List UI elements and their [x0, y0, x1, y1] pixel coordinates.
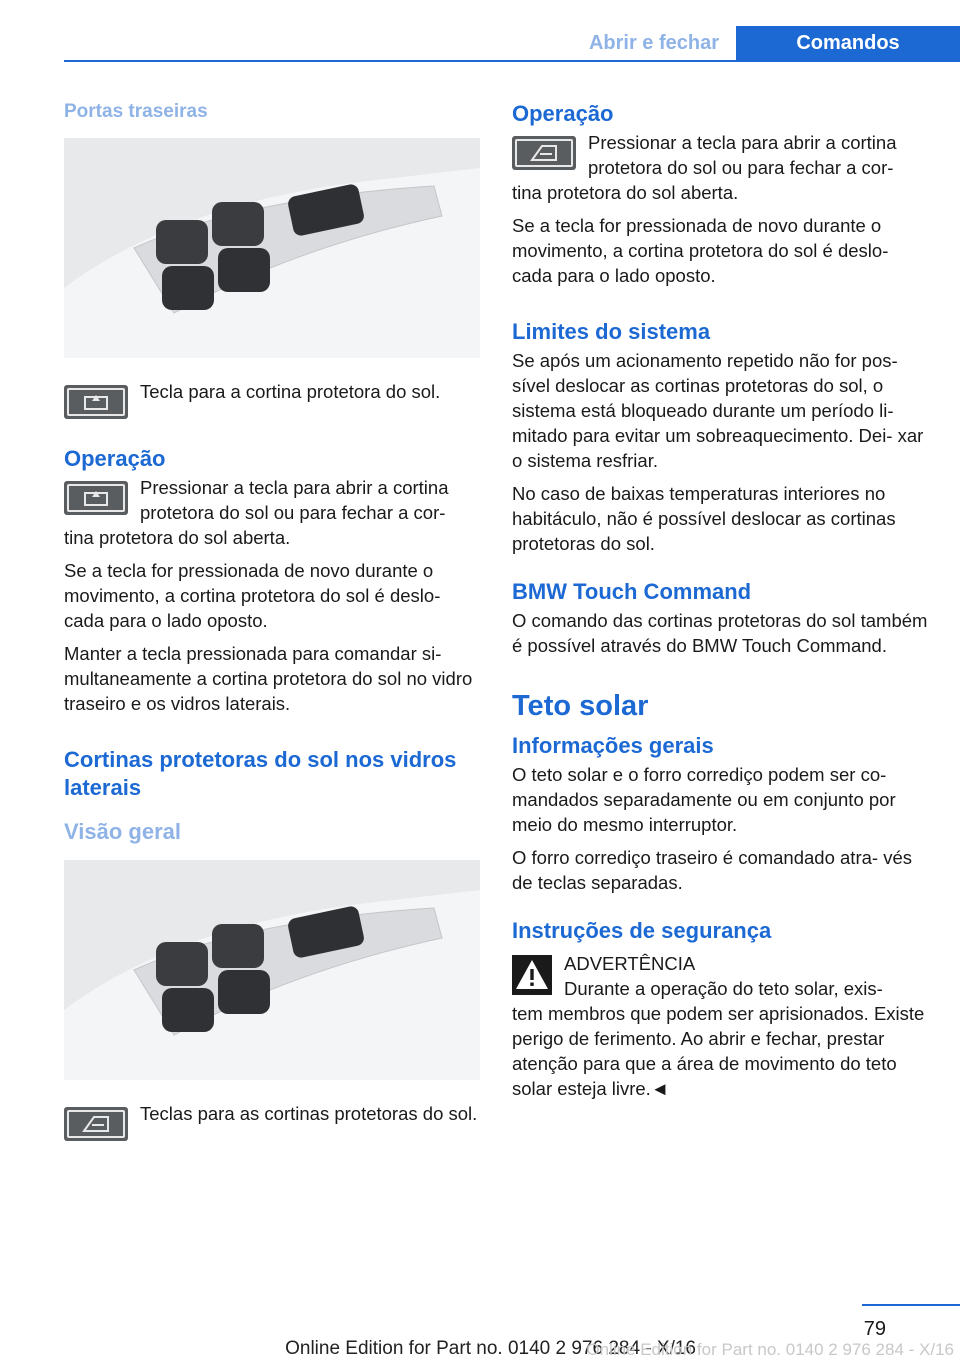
heading-seguranca: Instruções de segurança	[512, 918, 772, 943]
warning-row	[512, 951, 930, 1001]
header-rule	[64, 60, 960, 62]
heading-operacao-left: Operação	[64, 446, 166, 471]
heading-teto-solar: Teto solar	[512, 690, 649, 722]
caption-row-2	[64, 1101, 482, 1145]
footer-rule	[862, 1304, 960, 1306]
heading-operacao-right: Operação	[512, 101, 614, 126]
left-column	[64, 100, 482, 1145]
warning-triangle-icon	[512, 955, 552, 995]
operacao-rest-left: tina protetora do sol aberta.	[64, 527, 291, 548]
warning-rest: tem membros que podem ser aprisionados. Existe perigo de ferimento. Ao abrir e fechar, prestar atenção para que a área de movimento do teto solar esteja livre.◄	[512, 1003, 925, 1099]
touch-command-text: O comando das cortinas protetoras do sol também é possível através do BMW Touch Command.	[512, 610, 928, 656]
window-sunblind-icon	[64, 1107, 128, 1141]
caption-row-1	[64, 379, 482, 423]
sunblind-button-icon	[64, 385, 128, 419]
sunblind-button-icon	[64, 481, 128, 515]
operacao-intro-left: Pressionar a tecla para abrir a cortina protetora do sol ou para fechar a cor-	[140, 477, 449, 523]
heading-cortinas: Cortinas protetoras do sol nos vidros laterais	[64, 747, 457, 800]
operacao-row-left	[64, 475, 482, 525]
operacao-row-right	[512, 130, 930, 180]
heading-visao-geral: Visão geral	[64, 819, 181, 844]
limites-p1: Se após um acionamento repetido não for pos- sível deslocar as cortinas protetoras do sol, o sistema está bloqueado durante um período li- mitado para evitar um sobreaquecimento. Dei- xar o sistema resfriar.	[512, 350, 924, 471]
operacao-intro-right: Pressionar a tecla para abrir a cortina protetora do sol ou para fechar a cor-	[588, 132, 897, 178]
door-switch-photo-2	[64, 860, 480, 1080]
tab-abrir-e-fechar[interactable]: Abrir e fechar	[588, 32, 720, 54]
info-p1: O teto solar e o forro corrediço podem ser co- mandados separadamente ou em conjunto por meio do mesmo interruptor.	[512, 764, 896, 835]
heading-limites: Limites do sistema	[512, 319, 711, 344]
warning-title: ADVERTÊNCIA	[564, 953, 696, 974]
operacao-rest-right: tina protetora do sol aberta.	[512, 182, 739, 203]
heading-touch-command: BMW Touch Command	[512, 579, 752, 604]
heading-rear-doors: Portas traseiras	[64, 101, 208, 122]
tab-comandos[interactable]: Comandos	[736, 26, 960, 60]
operacao-p2-right: Se a tecla for pressionada de novo durante o movimento, a cortina protetora do sol é deslo- cada para o lado oposto.	[512, 215, 889, 286]
caption-buttons: Teclas para as cortinas protetoras do sol.	[140, 1103, 478, 1124]
limites-p2: No caso de baixas temperaturas interiores no habitáculo, não é possível deslocar as cortinas protetoras do sol.	[512, 483, 896, 554]
operacao-p2-left: Se a tecla for pressionada de novo durante o movimento, a cortina protetora do sol é deslo- cada para o lado oposto.	[64, 560, 441, 631]
door-switch-photo	[64, 138, 480, 358]
caption-button: Tecla para a cortina protetora do sol.	[140, 381, 441, 402]
online-edition: Online Edition for Part no. 0140 2 976 284 - X/16	[285, 1338, 696, 1359]
window-sunblind-icon	[512, 136, 576, 170]
page-number: 79	[863, 1318, 886, 1340]
info-p2: O forro corrediço traseiro é comandado atra- vés de teclas separadas.	[512, 847, 912, 893]
warning-intro: Durante a operação do teto solar, exis-	[564, 978, 883, 999]
watermark-site: Online Edition for Part no. 0140 2 976 284 - X/16	[586, 1340, 954, 1359]
heading-informacoes-gerais: Informações gerais	[512, 733, 714, 758]
right-column	[512, 100, 930, 1109]
operacao-p3-left: Manter a tecla pressionada para comandar si- multaneamente a cortina protetora do sol no vidro traseiro e os vidros laterais.	[64, 643, 473, 714]
